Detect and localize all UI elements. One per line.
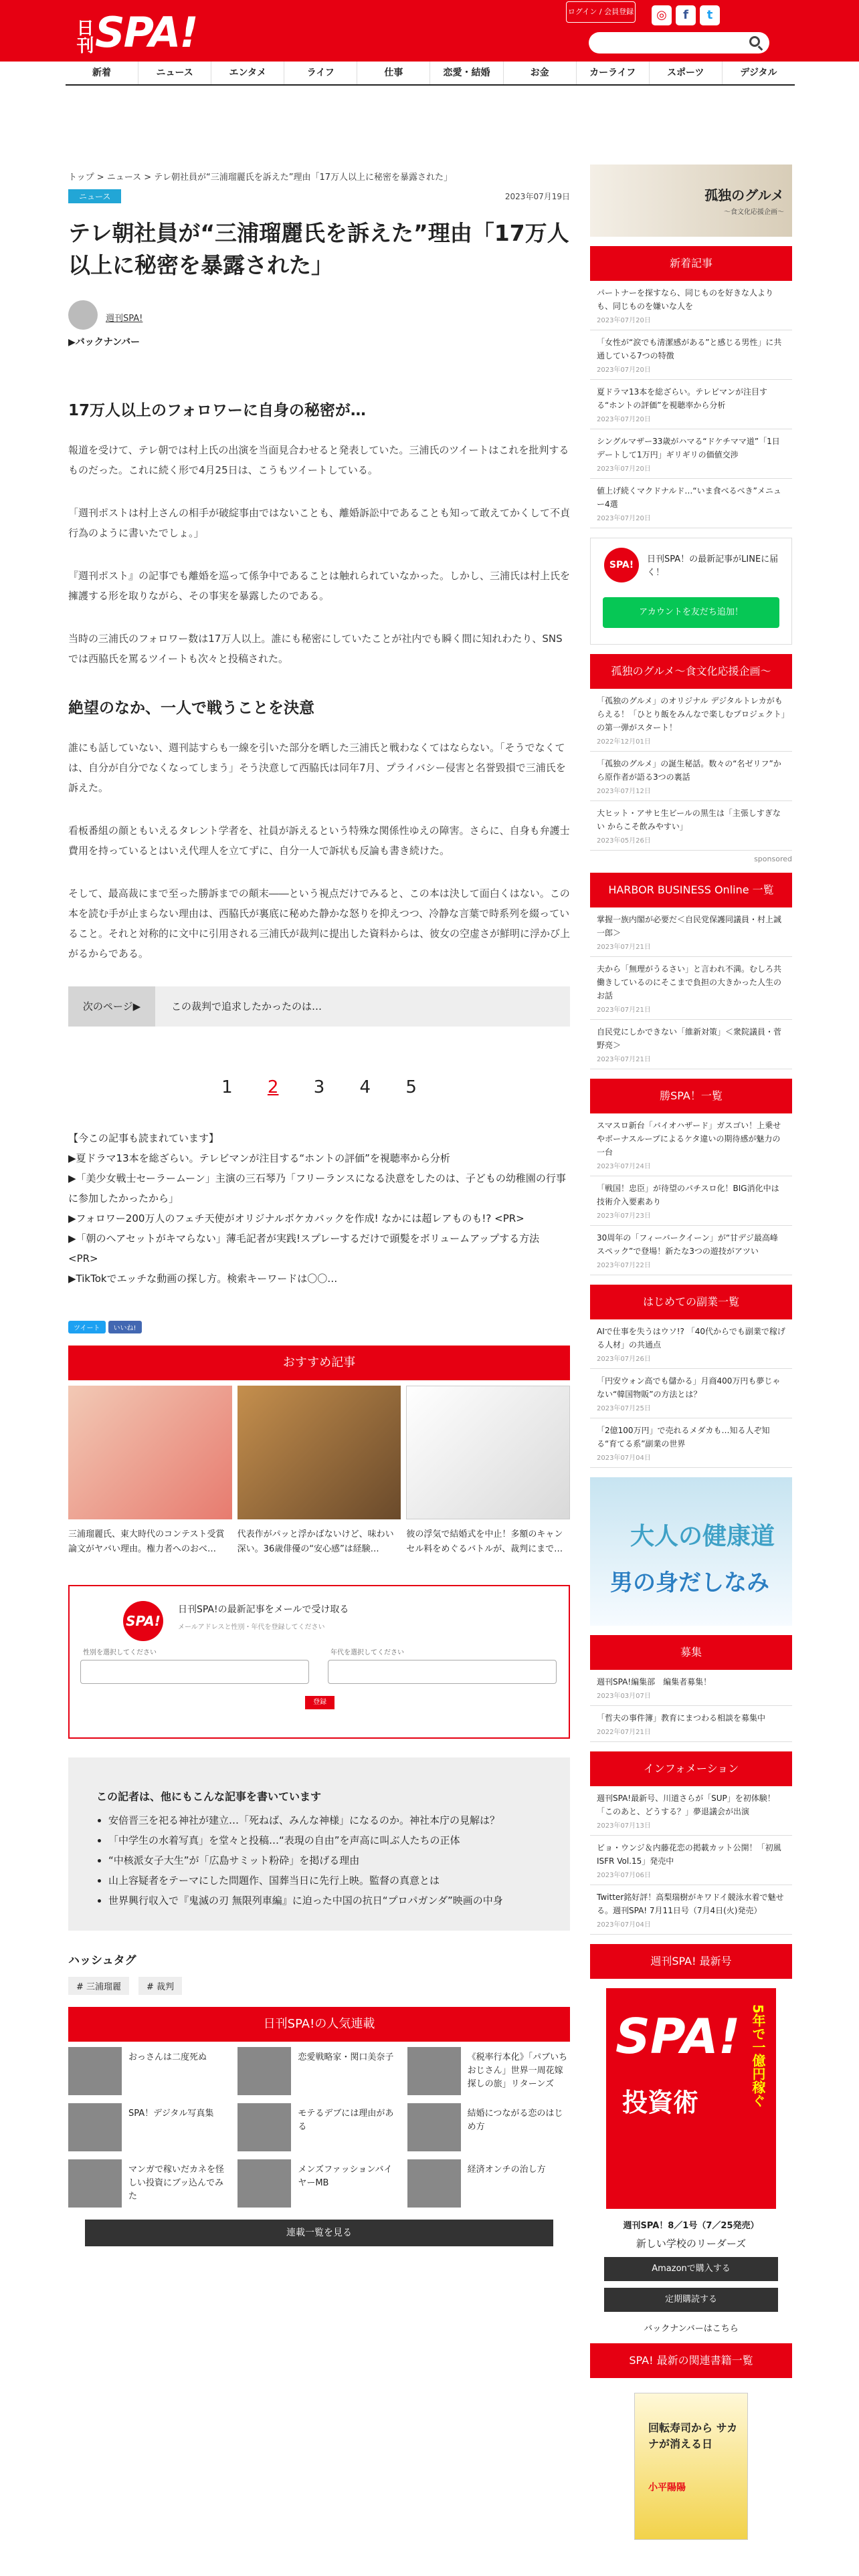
nav-item-news[interactable]: ニュース bbox=[138, 62, 211, 84]
item-title[interactable]: 「2億100万円」で売れるメダカも…知る人ぞ知る“育てる系”副業の世界 bbox=[597, 1426, 770, 1448]
list-item[interactable] bbox=[590, 957, 792, 1020]
list-item[interactable] bbox=[590, 380, 792, 429]
magazine-heading: 週刊SPA! 最新号 bbox=[590, 1944, 792, 1979]
item-date: 2023年07月04日 bbox=[597, 1455, 651, 1462]
recruit-list bbox=[590, 1670, 792, 1742]
back-number-link[interactable]: ▶バックナンバー bbox=[68, 337, 140, 348]
line-text: 日刊SPA！の最新記事がLINEに届く！ bbox=[647, 554, 779, 578]
series-thumbnail[interactable] bbox=[407, 2047, 461, 2095]
related-link[interactable]: ▶TikTokでエッチな動画の探し方。検索キーワードは〇〇… bbox=[68, 1273, 338, 1285]
paragraph: 「週刊ポストは村上さんの相手が破綻事由ではないことも、離婚訴訟中であることも知って敢えてかくして不貞行為のように書いたでしょ。」 bbox=[68, 507, 571, 539]
recruit-heading: 募集 bbox=[590, 1635, 792, 1670]
paragraph: 『週刊ポスト』の記事でも離婚を巡って係争中であることは触れられていなかった。しかし、三浦氏は村上氏を擁護する形を取りながら、その事実を暴露したのである。 bbox=[68, 570, 571, 602]
series-item[interactable] bbox=[68, 2047, 231, 2095]
facebook-icon[interactable]: f bbox=[676, 5, 696, 25]
cover-headline: 5年で一億円稼ぐ bbox=[750, 2004, 766, 2107]
series-item[interactable] bbox=[407, 2103, 570, 2151]
list-item[interactable] bbox=[590, 1113, 792, 1176]
list-item[interactable] bbox=[590, 1836, 792, 1885]
nav-item-work[interactable]: 仕事 bbox=[357, 62, 430, 84]
hashtag[interactable]: # 裁判 bbox=[138, 1977, 182, 1995]
cover-logo: SPA! bbox=[615, 2008, 741, 2064]
form-title: 日刊SPA!の最新記事をメールで受け取る bbox=[178, 1604, 349, 1615]
other-article-link[interactable]: • 世界興行収入で『鬼滅の刃 無限列車編』に迫った中国の抗日“プロパガンダ”映画の中身 bbox=[108, 1891, 538, 1911]
gourmet-banner[interactable] bbox=[590, 165, 792, 237]
nav-item-life[interactable]: ライフ bbox=[284, 62, 357, 84]
list-item[interactable] bbox=[590, 1369, 792, 1418]
item-title[interactable]: AIで仕事を失うはウソ!? 「40代からでも副業で稼げる人材」の共通点 bbox=[597, 1327, 785, 1350]
submit-button[interactable]: 登録 bbox=[305, 1696, 335, 1709]
list-item[interactable] bbox=[590, 1319, 792, 1369]
information-list bbox=[590, 1786, 792, 1935]
information-heading: インフォメーション bbox=[590, 1751, 792, 1786]
logo-big: SPA! bbox=[95, 8, 197, 57]
line-logo: SPA! bbox=[604, 548, 639, 582]
avatar bbox=[68, 300, 98, 330]
line-signup bbox=[590, 538, 792, 645]
item-date: 2022年07月21日 bbox=[597, 1729, 651, 1736]
health-banner-title: 大人の健康道 bbox=[630, 1523, 775, 1550]
health-banner[interactable] bbox=[590, 1477, 792, 1626]
cover-subheadline: 投資術 bbox=[622, 2088, 699, 2117]
tweet-button[interactable]: ツイート bbox=[68, 1321, 106, 1333]
item-date: 2023年07月20日 bbox=[597, 366, 651, 374]
series-item[interactable] bbox=[68, 2159, 231, 2208]
recommend-title[interactable]: 彼の浮気で結婚式を中止！多額のキャンセル料をめぐるバトルが、裁判にまで… bbox=[406, 1529, 563, 1554]
win-spa-heading[interactable]: 勝SPA！一覧 bbox=[590, 1079, 792, 1113]
item-title[interactable]: 自民党にしかできない「維新対策」＜衆院議員・菅野亮＞ bbox=[597, 1027, 782, 1050]
nav-item-new[interactable]: 新着 bbox=[92, 68, 112, 78]
item-date: 2023年07月23日 bbox=[597, 1212, 651, 1220]
new-articles-list bbox=[590, 281, 792, 528]
series-heading: 日刊SPA!の人気連載 bbox=[68, 2007, 570, 2042]
article-main bbox=[68, 170, 570, 2246]
health-banner-subtitle: 男の身だしなみ bbox=[610, 1570, 769, 1596]
sponsored-label: sponsored bbox=[754, 855, 792, 863]
series-item[interactable] bbox=[237, 2047, 400, 2095]
item-date: 2023年07月26日 bbox=[597, 1356, 651, 1363]
side-job-heading[interactable]: はじめての副業一覧 bbox=[590, 1285, 792, 1319]
list-item[interactable] bbox=[590, 907, 792, 957]
paragraph: 当時の三浦氏のフォロワー数は17万人以上。誰にも秘密にしていたことが社内でも瞬く間に知れわたり、SNSでは西脇氏を罵るツイートも次々と投稿された。 bbox=[68, 633, 563, 665]
item-date: 2023年07月20日 bbox=[597, 317, 651, 324]
item-title[interactable]: 掌握一族内閣が必要だ＜自民党保護同議員・村上誠一郎＞ bbox=[597, 915, 782, 938]
related-articles bbox=[68, 1128, 570, 1289]
gourmet-heading: 孤独のグルメ〜食文化応援企画〜 bbox=[590, 654, 792, 689]
item-title[interactable]: 週刊SPA!編集部 編集者募集！ bbox=[597, 1677, 712, 1687]
series-title[interactable]: SPA！デジタル写真集 bbox=[128, 2109, 214, 2119]
item-date: 2023年07月22日 bbox=[597, 1262, 651, 1269]
list-item[interactable] bbox=[590, 1226, 792, 1275]
gender-select[interactable] bbox=[80, 1660, 309, 1684]
list-item[interactable] bbox=[590, 801, 792, 851]
series-thumbnail[interactable] bbox=[237, 2047, 291, 2095]
related-link[interactable]: ▶「朝のヘアセットがキマらない」薄毛記者が実践!スプレーするだけで頭髪をボリュームアップする方法 <PR> bbox=[68, 1232, 540, 1265]
related-title: 【今この記事も読まれています】 bbox=[68, 1132, 219, 1144]
list-item[interactable] bbox=[590, 1176, 792, 1226]
series-title[interactable]: おっさんは二度死ぬ bbox=[128, 2052, 207, 2062]
recommend-title[interactable]: 三浦瑠麗氏、東大時代のコンテスト受賞論文がヤバい理由。権力者へのおべ… bbox=[68, 1529, 225, 1554]
series-item[interactable] bbox=[407, 2159, 570, 2208]
item-date: 2023年07月20日 bbox=[597, 416, 651, 423]
series-title[interactable]: 結婚につながる恋のはじめ方 bbox=[467, 2109, 563, 2132]
recommend-card[interactable] bbox=[237, 1386, 401, 1557]
win-spa-list bbox=[590, 1113, 792, 1275]
form-logo: SPA! bbox=[123, 1601, 163, 1641]
age-label: 年代を選択してください bbox=[330, 1649, 404, 1656]
page-link-current[interactable]: 2 bbox=[267, 1077, 279, 1097]
book-cover[interactable] bbox=[634, 2393, 748, 2540]
list-item[interactable] bbox=[590, 1885, 792, 1935]
item-title[interactable]: 「哲夫の事件簿」教育にまつわる相談を募集中 bbox=[597, 1713, 766, 1723]
next-page-teaser[interactable]: この裁判で追求したかったのは… bbox=[171, 1000, 322, 1012]
article-title: テレ朝社員が“三浦瑠麗氏を訴えた”理由「17万人以上に秘密を暴露された」 bbox=[68, 220, 569, 278]
nav-item-digital[interactable]: デジタル bbox=[722, 62, 795, 84]
author-other-articles bbox=[68, 1757, 570, 1931]
item-date: 2023年07月25日 bbox=[597, 1405, 651, 1412]
nav-item-entertainment[interactable]: エンタメ bbox=[211, 62, 284, 84]
list-item[interactable] bbox=[590, 1020, 792, 1069]
search-input[interactable] bbox=[589, 32, 769, 53]
item-date: 2023年07月20日 bbox=[597, 465, 651, 473]
item-date: 2023年07月21日 bbox=[597, 1056, 651, 1063]
item-date: 2023年07月24日 bbox=[597, 1163, 651, 1170]
item-title[interactable]: 「孤独のグルメ」の誕生秘話。数々の“名ゼリフ”から原作者が語る3つの裏話 bbox=[597, 759, 781, 782]
series-item[interactable] bbox=[237, 2159, 400, 2208]
hashtag-list bbox=[68, 1977, 570, 1995]
other-articles-title: この記者は、他にもこんな記事を書いています bbox=[96, 1790, 322, 1803]
series-thumbnail[interactable] bbox=[407, 2103, 461, 2151]
recommend-thumbnail[interactable] bbox=[68, 1386, 232, 1519]
subscribe-button[interactable]: 定期購読する bbox=[604, 2288, 778, 2312]
series-title[interactable]: 《税率行本化》「パブいちおじさん」世界一周花嫁探しの旅」リターンズ bbox=[467, 2052, 568, 2089]
form-subtitle: メールアドレスと性別・年代を登録してください bbox=[178, 1624, 325, 1631]
age-select[interactable] bbox=[328, 1660, 557, 1684]
side-job-list bbox=[590, 1319, 792, 1468]
paragraph: 報道を受けて、テレ朝では村上氏の出演を当面見合わせると発表していた。三浦氏のツイートはこれを批判するものだった。これに続く形で4月25日は、こうもツイートしている。 bbox=[68, 444, 569, 476]
other-article-link[interactable]: • 山上容疑者をテーマにした問題作、国葬当日に先行上映。監督の真意とは bbox=[108, 1870, 538, 1891]
item-title[interactable]: Twitter銘好評！高梨瑞樹がキワドイ競泳水着で魅せる。週刊SPA! 7月11日号（7月4日(火)発売） bbox=[597, 1893, 784, 1915]
other-article-link[interactable]: • 安倍晋三を祀る神社が建立…「死ねば、みんな神様」になるのか。神社本庁の見解は？ bbox=[108, 1810, 538, 1830]
next-page-label[interactable]: 次のページ▶ bbox=[68, 986, 155, 1027]
newsletter-form bbox=[68, 1585, 570, 1739]
category-badge[interactable]: ニュース bbox=[68, 189, 121, 203]
login-button[interactable]: ログイン / 会員登録 bbox=[566, 1, 636, 23]
page-link[interactable]: 3 bbox=[313, 1077, 325, 1097]
nav-item-money[interactable]: お金 bbox=[503, 62, 576, 84]
instagram-icon[interactable]: ◎ bbox=[652, 5, 672, 25]
other-article-link[interactable]: • 「中学生の水着写真」を堂々と投稿…“表現の自由”を声高に叫ぶ人たちの正体 bbox=[108, 1830, 538, 1850]
page-link[interactable]: 5 bbox=[405, 1077, 417, 1097]
item-title[interactable]: スマスロ新台「バイオハザード」ガスゴい！上乗せやボーナスループによるケタ違いの期待感が魅力の一台 bbox=[597, 1121, 781, 1157]
item-title[interactable]: 夏ドラマ13本を総ざらい。テレビマンが注目する“ホントの評価”を視聴率から分析 bbox=[597, 387, 768, 410]
share-buttons bbox=[68, 1321, 570, 1333]
list-item[interactable] bbox=[590, 479, 792, 528]
article-date: 2023年07月19日 bbox=[504, 192, 570, 201]
recommend-thumbnail[interactable] bbox=[406, 1386, 570, 1519]
item-title[interactable]: 「孤独のグルメ」のオリジナル デジタルトレカがもらえる！「ひとり飯をみんなで楽しむプロジェクト」の第一弾がスタート！ bbox=[597, 696, 785, 732]
series-title[interactable]: マンガで稼いだカネを怪しい投資にブッ込んでみた bbox=[128, 2165, 225, 2202]
page-link[interactable]: 4 bbox=[359, 1077, 371, 1097]
nav-item-love[interactable]: 恋愛・結婚 bbox=[430, 62, 502, 84]
item-title[interactable]: 30周年の「フィーバークイーン」が“甘デジ最高峰スペック”で登場！新たな3つの遊技がアツい bbox=[597, 1233, 778, 1256]
section-heading: 17万人以上のフォロワーに自身の秘密が… bbox=[68, 402, 366, 419]
next-page-box[interactable] bbox=[68, 986, 570, 1027]
page-link[interactable]: 1 bbox=[221, 1077, 233, 1097]
related-link[interactable]: ▶夏ドラマ13本を総ざらい。テレビマンが注目する“ホントの評価”を視聴率から分析 bbox=[68, 1152, 450, 1164]
recommend-list bbox=[68, 1386, 570, 1557]
recommend-heading: おすすめ記事 bbox=[68, 1346, 570, 1380]
item-date: 2023年07月21日 bbox=[597, 944, 651, 951]
paragraph: 看板番組の顔ともいえるタレント学者を、社員が訴えるという特殊な関係性ゆえの障害。さらに、自身も弁護士費用を持っているとはいえ代理人を立てずに、自分一人で訴状も反論も書き続けた。 bbox=[68, 825, 570, 857]
item-date: 2023年07月04日 bbox=[597, 1921, 651, 1929]
item-date: 2023年07月13日 bbox=[597, 1822, 651, 1830]
series-title[interactable]: モテるデブには理由がある bbox=[298, 2109, 394, 2132]
series-title[interactable]: 恋愛戦略家・関口美奈子 bbox=[298, 2052, 394, 2062]
item-title[interactable]: ビョ・ウンジ＆内藤花恋の掲載カット公開！「初風ISFR Vol.15」発売中 bbox=[597, 1843, 781, 1866]
new-articles-heading: 新着記事 bbox=[590, 246, 792, 281]
list-item[interactable] bbox=[590, 281, 792, 330]
global-nav bbox=[66, 62, 795, 86]
section-heading: 絶望のなか、一人で戦うことを決意 bbox=[68, 700, 314, 717]
magazine-feature: 新しい学校のリーダーズ bbox=[636, 2238, 747, 2250]
twitter-icon[interactable]: t bbox=[700, 5, 720, 25]
site-logo[interactable] bbox=[74, 7, 197, 57]
list-item[interactable] bbox=[590, 1670, 792, 1706]
hashtag[interactable]: # 三浦瑠麗 bbox=[68, 1977, 129, 1995]
item-date: 2023年07月21日 bbox=[597, 1006, 651, 1014]
series-grid bbox=[68, 2047, 570, 2208]
item-title[interactable]: 値上げ続くマクドナルド…“いま食べるべき”メニュー4選 bbox=[597, 486, 781, 509]
series-thumbnail[interactable] bbox=[237, 2159, 291, 2208]
series-thumbnail[interactable] bbox=[68, 2047, 122, 2095]
item-date: 2023年07月20日 bbox=[597, 515, 651, 522]
banner-subtitle: 〜食文化応援企画〜 bbox=[724, 209, 784, 216]
item-title[interactable]: 週刊SPA!最新号、川道さらが「SUP」を初体験！「このあと、どうする？」夢退議会が出演 bbox=[597, 1794, 775, 1816]
site-header bbox=[0, 0, 859, 62]
item-title[interactable]: シングルマザー33歳がハマる“ドケチママ道”「1日デートして1万円」ギリギリの価値交渉 bbox=[597, 437, 780, 459]
list-item[interactable] bbox=[590, 429, 792, 479]
item-date: 2022年12月01日 bbox=[597, 738, 651, 746]
book-author: 小平陽陽 bbox=[648, 2482, 686, 2493]
related-link[interactable]: ▶フォロワー200万人のフェチ天使がオリジナルボケカバックを作成! なかには超レアものも!? <PR> bbox=[68, 1212, 524, 1224]
series-thumbnail[interactable] bbox=[237, 2103, 291, 2151]
other-article-link[interactable]: • “中核派女子大生”が「広島サミット粉砕」を掲げる理由 bbox=[108, 1850, 538, 1870]
series-title[interactable]: 経済オンチの治し方 bbox=[467, 2165, 546, 2175]
item-title[interactable]: 夫から「無理がうるさい」と言われ不満。むしろ共働きしているのにそこまで負担の大きかった人生のお話 bbox=[597, 964, 782, 1000]
pagination bbox=[68, 1077, 570, 1097]
list-item[interactable] bbox=[590, 752, 792, 801]
series-thumbnail[interactable] bbox=[68, 2103, 122, 2151]
series-item[interactable] bbox=[68, 2103, 231, 2151]
magazine-cover[interactable] bbox=[606, 1988, 776, 2209]
harbor-list bbox=[590, 907, 792, 1069]
list-item[interactable] bbox=[590, 1418, 792, 1468]
item-title[interactable]: 大ヒット・アサヒ生ビールの黒生は「主張しすぎない からこそ飲みやすい」 bbox=[597, 809, 781, 831]
hashtag-heading: ハッシュタグ bbox=[68, 1954, 136, 1967]
item-title[interactable]: 「円安ウォン高でも儲かる」月商400万円も夢じゃない“韓国物販”の方法とは？ bbox=[597, 1376, 781, 1399]
series-thumbnail[interactable] bbox=[68, 2159, 122, 2208]
item-title[interactable]: パートナーを探すなら、同じものを好きな人よりも、同じものを嫌いな人を bbox=[597, 288, 774, 311]
books-heading: SPA! 最新の関連書籍一覧 bbox=[590, 2343, 792, 2378]
paragraph: そして、最高裁にまで至った勝訴までの顛末――という視点だけでみると、この本は決して面白くはない。この本を読む手が止まらない理由は、西脇氏が裏底に秘めた静かな怒りを抑えつつ、冷静な言葉で時系列を綴っていること。それと対称的に文中に引用される三浦氏が裁判に提出した資料からは、彼女の空虚さが鮮明に浮かび上がるからである。 bbox=[68, 887, 571, 960]
gourmet-list bbox=[590, 689, 792, 851]
recommend-card[interactable] bbox=[406, 1386, 570, 1557]
series-item[interactable] bbox=[407, 2047, 570, 2095]
banner-title: 孤独のグルメ bbox=[704, 187, 784, 203]
like-button[interactable]: いいね! bbox=[108, 1321, 142, 1333]
series-more-button[interactable]: 連載一覧を見る bbox=[85, 2220, 553, 2246]
nav-item-sports[interactable]: スポーツ bbox=[649, 62, 722, 84]
paragraph: 誰にも話していない、週刊誌すらも一線を引いた部分を晒した三浦氏と戦わなくてはならない。「そうでなくては、自分が自分でなくなってしまう」そう決意して西脇氏は同年7月、プライバシー侵害と名誉毀損で三浦氏を訴えた。 bbox=[68, 742, 566, 794]
item-date: 2023年07月12日 bbox=[597, 788, 651, 795]
line-add-button[interactable]: アカウントを友だち追加！ bbox=[603, 597, 779, 628]
nav-item-car[interactable]: カーライフ bbox=[576, 62, 649, 84]
search-icon[interactable] bbox=[749, 36, 760, 47]
recommend-title[interactable]: 代表作がパッと浮かばないけど、味わい深い。36歳俳優の“安心感”は経験… bbox=[237, 1529, 394, 1554]
harbor-heading[interactable]: HARBOR BUSINESS Online 一覧 bbox=[590, 873, 792, 907]
back-number-link[interactable]: バックナンバーはこちら bbox=[644, 2324, 739, 2334]
series-item[interactable] bbox=[237, 2103, 400, 2151]
item-date: 2023年07月06日 bbox=[597, 1872, 651, 1879]
breadcrumb[interactable]: トップ > ニュース > テレ朝社員が“三浦瑠麗氏を訴えた”理由「17万人以上に秘密を暴露された」 bbox=[68, 173, 453, 183]
recommend-thumbnail[interactable] bbox=[237, 1386, 401, 1519]
series-title[interactable]: メンズファッションバイヤーMB bbox=[298, 2165, 393, 2188]
item-date: 2023年03月07日 bbox=[597, 1693, 651, 1700]
sidebar bbox=[590, 165, 792, 2540]
series-thumbnail[interactable] bbox=[407, 2159, 461, 2208]
list-item[interactable] bbox=[590, 689, 792, 752]
amazon-buy-button[interactable]: Amazonで購入する bbox=[604, 2257, 778, 2281]
list-item[interactable] bbox=[590, 330, 792, 380]
logo-small: 日刊 bbox=[74, 19, 94, 53]
item-date: 2023年05月26日 bbox=[597, 837, 651, 845]
magazine-issue[interactable]: 週刊SPA！8／1号（7／25発売） bbox=[623, 2221, 759, 2231]
related-link[interactable]: ▶「美少女戦士セーラームーン」主演の三石琴乃「フリーランスになる決意をしたのは、子どもの幼稚園の行事に参加したかったから」 bbox=[68, 1172, 566, 1204]
item-title[interactable]: 「戦国！忠臣」が待望のパチスロ化！BIG消化中は技術介入要素あり bbox=[597, 1184, 779, 1206]
recommend-card[interactable] bbox=[68, 1386, 232, 1557]
list-item[interactable] bbox=[590, 1706, 792, 1742]
list-item[interactable] bbox=[590, 1786, 792, 1836]
author-link[interactable]: 週刊SPA! bbox=[106, 314, 143, 324]
item-title[interactable]: 「女性が“涙でも清潔感がある”と感じる男性」に共通している7つの特徴 bbox=[597, 338, 782, 360]
gender-label: 性別を選択してください bbox=[83, 1649, 157, 1656]
book-title: 回転寿司から サカナが消える日 bbox=[648, 2422, 738, 2450]
